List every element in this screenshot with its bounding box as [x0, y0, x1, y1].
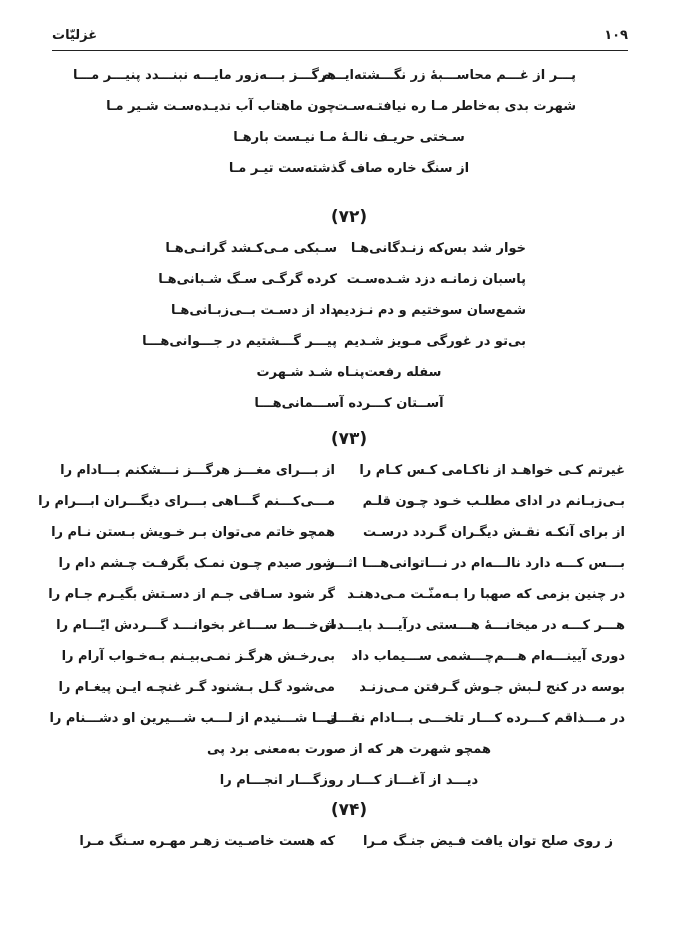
hemistich-second: پیـــر گـــشتیم در جـــوانی‌هـــا — [142, 334, 337, 349]
couplet — [0, 614, 698, 645]
couplet — [0, 521, 698, 552]
couplet — [0, 330, 698, 361]
closing-hemistich-second: آســتان کـــرده آســـمانی‌هـــا — [254, 396, 444, 411]
hemistich-second: می‌شود گـل بـشنود گـر غنچـه ایـن پیغـام را — [58, 680, 335, 695]
hemistich-second: از بـــرای مغـــز هرگـــز نـــشکنم بـــادام را — [60, 463, 335, 478]
hemistich-second: از خـــط ســـاغر بخوانـــد گـــردش ایّـــام را — [56, 618, 335, 633]
hemistich-second: مـــی‌کـــنم گـــاهی بـــرای دیگـــران ابـــرام را — [38, 494, 335, 509]
hemistich-first: بی‌تو در غورگی مـویز شـدیم — [344, 334, 526, 349]
hemistich-first: شهرت بدی به‌خاطر مـا ره نیافتـه‌سـت — [334, 99, 576, 114]
hemistich-first: بوسه در کنج لـبش جـوش گـرفتن مـی‌زنـد — [359, 680, 625, 695]
closing-hemistich-second: دیـــد از آغـــاز کـــار روزگـــار انجـــام را — [219, 773, 479, 788]
closing-hemistich-first: همچو شهرت هر که از صورت به‌معنی برد پی — [206, 742, 491, 757]
hemistich-first: دوری آیینـــه‌ام هـــم‌چـــشمی ســـیماب داد — [351, 649, 625, 664]
hemistich-second: کرده گرگـی سـگ شـبانی‌هـا — [158, 272, 337, 287]
hemistich-first: بـی‌زبـانم در ادای مطلـب خـود چـون قلـم — [362, 494, 625, 509]
hemistich-first: بـــس کـــه دارد نالـــه‌ام در نـــاتوانی‌هـــا اثـــر — [326, 556, 625, 571]
couplet — [0, 583, 698, 614]
hemistich-second: بی‌رخـش هرگـز نمـی‌بیـنم بـه‌خـواب آرام را — [61, 649, 335, 664]
poem-73 — [0, 425, 698, 800]
poem-74 — [0, 796, 698, 861]
couplet — [0, 707, 698, 738]
couplet — [0, 299, 698, 330]
poem-number: (۷۳) — [330, 429, 368, 449]
header-rule — [52, 50, 628, 51]
hemistich-second: هرگـــز بـــه‌زور مایـــه نبنـــدد پنیـــر مـــا — [72, 68, 336, 83]
poem-number: (۷۴) — [330, 800, 368, 820]
couplet — [0, 676, 698, 707]
hemistich-first: پـــر از غـــم محاســـبهٔ زر نگـــشته‌ایـــم — [321, 68, 576, 83]
hemistich-second: داد از دسـت بــی‌زبـانی‌هـا — [171, 303, 337, 318]
couplet — [0, 830, 698, 861]
hemistich-second: که هست خاصـیت زهـر مهـره سـنگ مـرا — [79, 834, 335, 849]
hemistich-first: هـــر کـــه در میخانـــهٔ هـــستی درآیـــد بایـــدش — [318, 618, 625, 633]
closing-hemistich-first: سفله رفعت‌پنـاه شـد شـهرت — [256, 365, 442, 380]
hemistich-first: ز روی صلح توان یافت فـیض جنـگ مـرا — [363, 834, 613, 849]
couplet — [0, 64, 698, 95]
couplet — [0, 490, 698, 521]
poem-previous — [0, 64, 698, 188]
closing-hemistich-second: از سنگ خاره صاف گذشته‌ست تیـر مـا — [228, 161, 470, 176]
couplet — [0, 645, 698, 676]
poem-number: (۷۲) — [330, 207, 368, 227]
couplet — [0, 237, 698, 268]
hemistich-first: شمع‌سان سوختیم و دم نـزدیم — [334, 303, 526, 318]
hemistich-first: در مـــذاقم کـــرده کـــار تلخـــی بـــادام نقـــل — [326, 711, 625, 726]
couplet — [0, 459, 698, 490]
page-number: ۱۰۹ — [604, 27, 628, 43]
couplet — [0, 552, 698, 583]
closing-hemistich-first: سـختی حریـف نالـهٔ مـا نیـست بارهـا — [233, 130, 465, 145]
hemistich-second: گر شود سـاقی جـم از دسـتش بگیـرم جـام را — [48, 587, 335, 602]
couplet — [0, 268, 698, 299]
hemistich-second: شور صیدم چـون نمـک بگرفـت چـشم دام را — [58, 556, 335, 571]
hemistich-first: در چنین بزمی که صهبا را بـه‌منّـت مـی‌دهنـد — [347, 587, 625, 602]
hemistich-second: چون ماهتاب آب ندیـده‌سـت شـیر مـا — [106, 99, 336, 114]
hemistich-first: پاسبان زمانـه دزد شـده‌سـت — [346, 272, 526, 287]
hemistich-second: همچو خاتم می‌توان بـر خـویش بـستن نـام را — [51, 525, 335, 540]
hemistich-second: تـــا شـــنیدم از لـــب شـــیرین او دشـــنام را — [49, 711, 335, 726]
hemistich-first: از برای آنکـه نقـش دیگـران گـردد درسـت — [363, 525, 625, 540]
running-header — [52, 24, 628, 46]
couplet — [0, 95, 698, 126]
hemistich-second: سـبکی مـی‌کـشد گرانـی‌هـا — [165, 241, 337, 256]
poem-72 — [0, 203, 698, 423]
hemistich-first: غیرتم کـی خواهـد از ناکـامی کـس کـام را — [359, 463, 625, 478]
hemistich-first: خوار شد بس‌که زنـدگانی‌هـا — [350, 241, 526, 256]
section-title: غزلیّات — [52, 27, 98, 43]
